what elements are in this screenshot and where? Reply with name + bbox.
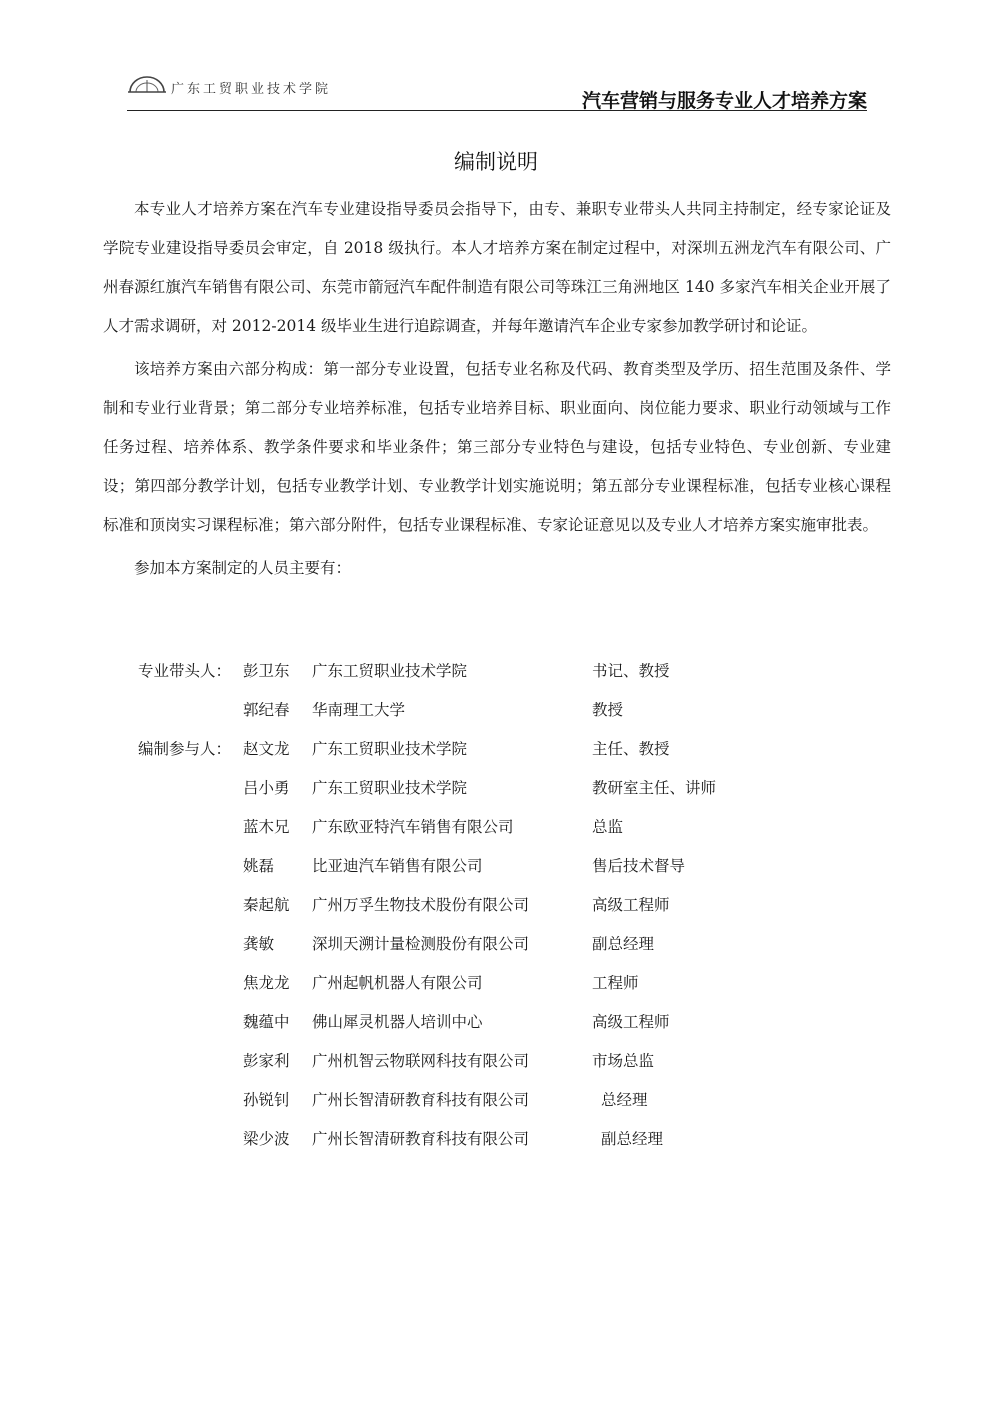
participant-organization: 深圳天溯计量检测股份有限公司	[312, 935, 530, 953]
document-body	[103, 190, 891, 588]
participant-name: 吕小勇	[243, 779, 290, 797]
participant-organization: 华南理工大学	[312, 701, 406, 719]
page-header	[127, 70, 867, 112]
participant-name: 孙锐钊	[243, 1091, 290, 1109]
participant-name: 蓝木兄	[243, 818, 290, 836]
participant-position: 总经理	[601, 1091, 648, 1109]
participant-row	[103, 808, 891, 847]
document-title: 编制说明	[454, 150, 538, 174]
participant-row	[103, 925, 891, 964]
participant-name: 彭卫东	[243, 662, 290, 680]
participant-name: 魏蕴中	[243, 1013, 290, 1031]
header-divider	[127, 110, 867, 111]
participant-organization: 广州机智云物联网科技有限公司	[312, 1052, 530, 1070]
participants-list	[103, 652, 891, 1159]
participant-position: 工程师	[592, 974, 639, 992]
participant-organization: 广东工贸职业技术学院	[312, 662, 468, 680]
participants-intro: 参加本方案制定的人员主要有：	[134, 559, 352, 577]
school-logo-icon	[127, 74, 167, 94]
participant-name: 秦起航	[243, 896, 290, 914]
participant-position: 市场总监	[592, 1052, 655, 1070]
participant-row	[103, 1081, 891, 1120]
participant-position: 高级工程师	[592, 1013, 670, 1031]
participant-row	[103, 691, 891, 730]
participant-position: 书记、教授	[592, 662, 670, 680]
participant-organization: 佛山犀灵机器人培训中心	[312, 1013, 483, 1031]
participant-row	[103, 652, 891, 691]
participant-position: 副总经理	[601, 1130, 664, 1148]
participant-position: 售后技术督导	[592, 857, 686, 875]
participant-position: 教授	[592, 701, 624, 719]
participant-organization: 比亚迪汽车销售有限公司	[312, 857, 483, 875]
participant-position: 高级工程师	[592, 896, 670, 914]
participant-name: 郭纪春	[243, 701, 290, 719]
participant-position: 副总经理	[592, 935, 655, 953]
participant-organization: 广东工贸职业技术学院	[312, 740, 468, 758]
participant-name: 姚磊	[243, 857, 275, 875]
header-title: 汽车营销与服务专业人才培养方案	[581, 90, 867, 112]
participant-name: 赵文龙	[243, 740, 290, 758]
participant-role: 编制参与人：	[138, 740, 232, 758]
participant-row	[103, 730, 891, 769]
participant-row	[103, 886, 891, 925]
participant-position: 总监	[592, 818, 624, 836]
participant-row	[103, 964, 891, 1003]
participant-position: 教研室主任、讲师	[592, 779, 717, 797]
participant-row	[103, 1042, 891, 1081]
participant-organization: 广州长智清研教育科技有限公司	[312, 1091, 530, 1109]
participant-name: 彭家利	[243, 1052, 290, 1070]
participant-position: 主任、教授	[592, 740, 670, 758]
participant-name: 梁少波	[243, 1130, 290, 1148]
participant-organization: 广东工贸职业技术学院	[312, 779, 468, 797]
participant-row	[103, 769, 891, 808]
school-name-logo-text: 广东工贸职业技术学院	[171, 82, 332, 97]
participant-name: 焦龙龙	[243, 974, 290, 992]
participant-row	[103, 1120, 891, 1159]
participant-organization: 广州起帆机器人有限公司	[312, 974, 483, 992]
participant-organization: 广州长智清研教育科技有限公司	[312, 1130, 530, 1148]
participant-row	[103, 847, 891, 886]
paragraph-structure: 该培养方案由六部分构成：第一部分专业设置，包括专业名称及代码、教育类型及学历、招生范围及条件、学制和专业行业背景；第二部分专业培养标准，包括专业培养目标、职业面向、岗位能力要求、职业行动领域与工作任务过程、培养体系、教学条件要求和毕业条件；第三部分专业特色与建设，包括专业特色、专业创新、专业建设；第四部分教学计划，包括专业教学计划、专业教学计划实施说明；第五部分专业课程标准，包括专业核心课程标准和顶岗实习课程标准；第六部分附件，包括专业课程标准、专家论证意见以及专业人才培养方案实施审批表。	[103, 360, 891, 534]
participant-name: 龚敏	[243, 935, 275, 953]
participant-role: 专业带头人：	[138, 662, 232, 680]
participant-organization: 广州万孚生物技术股份有限公司	[312, 896, 530, 914]
paragraph-overview: 本专业人才培养方案在汽车专业建设指导委员会指导下，由专、兼职专业带头人共同主持制定，经专家论证及学院专业建设指导委员会审定，自 2018 级执行。本人才培养方案在制定过程中，对深圳五洲龙汽车有限公司、广州春源红旗汽车销售有限公司、东莞市箭冠汽车配件制造有限公司等珠江三角洲地区 140 多家汽车相关企业开展了人才需求调研，对 2012-2014 级毕业生进行追踪调查，并每年邀请汽车企业专家参加教学研讨和论证。	[103, 200, 891, 335]
participant-organization: 广东欧亚特汽车销售有限公司	[312, 818, 514, 836]
participant-row	[103, 1003, 891, 1042]
